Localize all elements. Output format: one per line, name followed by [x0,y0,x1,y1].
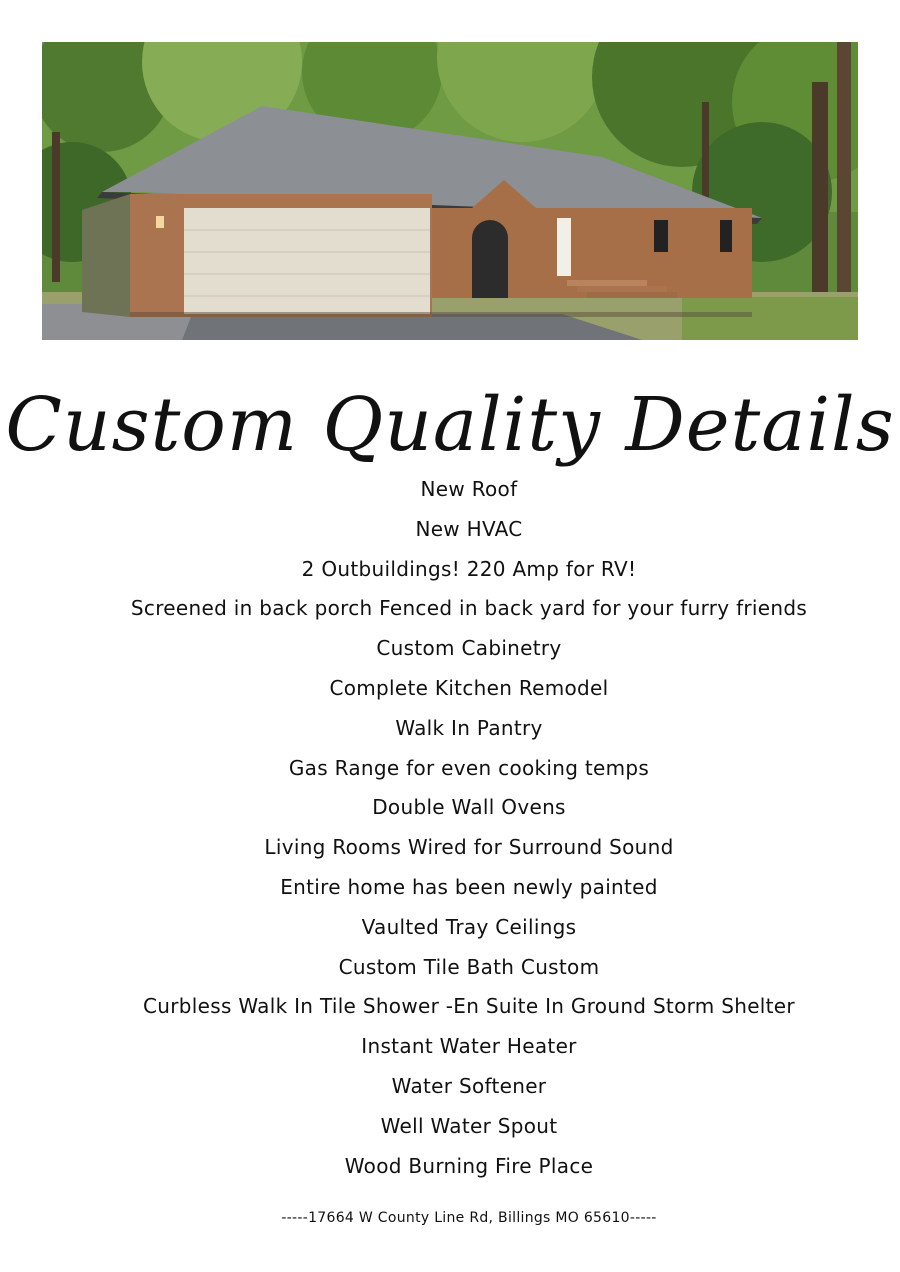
feature-item: Double Wall Ovens [372,795,566,820]
feature-item: Screened in back porch Fenced in back yard for your furry friends [130,596,808,621]
house-photo-illustration [42,42,858,340]
house-photo [42,42,858,340]
feature-item: Custom Cabinetry [376,636,562,661]
feature-item: Water Softener [391,1073,547,1098]
feature-item: Entire home has been newly painted [280,874,658,899]
feature-item: Curbless Walk In Tile Shower -En Suite In Ground Storm Shelter [143,994,795,1019]
feature-list [0,470,900,1186]
feature-item: Walk In Pantry [395,715,543,740]
property-address: -----17664 W County Line Rd, Billings MO 65610----- [281,1210,657,1226]
headline-title: Custom Quality Details [5,382,895,468]
feature-item: Well Water Spout [380,1113,558,1138]
feature-item: Custom Tile Bath Custom [338,954,600,979]
feature-item: Wood Burning Fire Place [344,1153,594,1178]
feature-item: New Roof [420,477,518,501]
feature-item: Gas Range for even cooking temps [288,755,650,780]
feature-item: New HVAC [415,516,523,541]
feature-item: Complete Kitchen Remodel [329,675,609,700]
feature-item: Living Rooms Wired for Surround Sound [264,835,674,860]
feature-item: Vaulted Tray Ceilings [361,914,577,939]
feature-item: Instant Water Heater [361,1034,577,1059]
feature-item: 2 Outbuildings! 220 Amp for RV! [301,556,637,581]
